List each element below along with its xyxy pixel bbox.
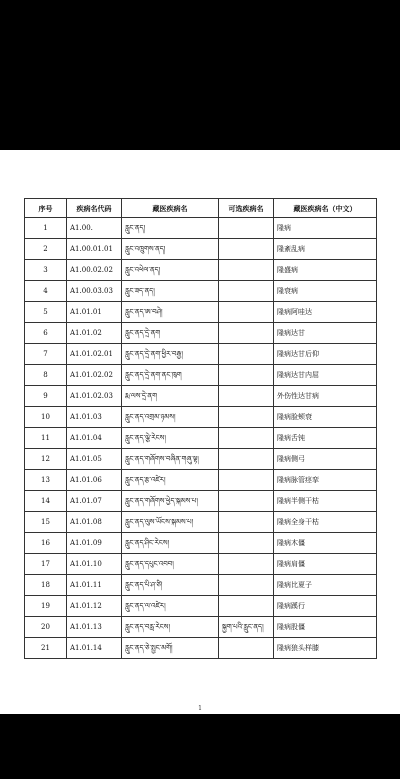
disease-code-table — [24, 198, 377, 659]
cell-chinese-name: 隆病全身干枯 — [274, 512, 377, 533]
cell-seq: 6 — [25, 323, 67, 344]
cell-seq: 2 — [25, 239, 67, 260]
cell-code: A1.01.04 — [67, 428, 122, 449]
cell-chinese-name: 隆衰病 — [274, 281, 377, 302]
cell-optional-name: སྐྱག་པའི་རླུང་ནད། — [219, 617, 274, 638]
cell-optional-name — [219, 596, 274, 617]
header-code: 疾病名代码 — [67, 199, 122, 218]
cell-tibetan-name: རླུང་ནད་རྩ་འཛེར། — [122, 470, 219, 491]
cell-seq: 4 — [25, 281, 67, 302]
cell-seq: 10 — [25, 407, 67, 428]
cell-chinese-name: 隆病舌钝 — [274, 428, 377, 449]
cell-chinese-name: 外伤性达甘病 — [274, 386, 377, 407]
cell-optional-name — [219, 470, 274, 491]
table-row — [25, 617, 377, 638]
cell-chinese-name: 隆紊乱病 — [274, 239, 377, 260]
table-row — [25, 218, 377, 239]
cell-seq: 12 — [25, 449, 67, 470]
cell-code: A1.00.01.01 — [67, 239, 122, 260]
table-row — [25, 512, 377, 533]
cell-optional-name — [219, 281, 274, 302]
table-row — [25, 533, 377, 554]
table-row — [25, 638, 377, 659]
table-row — [25, 428, 377, 449]
cell-seq: 18 — [25, 575, 67, 596]
cell-chinese-name: 隆病半侧干枯 — [274, 491, 377, 512]
cell-code: A1.01.14 — [67, 638, 122, 659]
table-row — [25, 407, 377, 428]
cell-tibetan-name: རླུང་ནད་ཨ་བཤེ། — [122, 302, 219, 323]
cell-code: A1.01.02.01 — [67, 344, 122, 365]
table-row — [25, 260, 377, 281]
cell-chinese-name: 隆病脉管痉挛 — [274, 470, 377, 491]
cell-code: A1.01.11 — [67, 575, 122, 596]
table-row — [25, 239, 377, 260]
cell-optional-name — [219, 365, 274, 386]
cell-seq: 16 — [25, 533, 67, 554]
cell-optional-name — [219, 491, 274, 512]
cell-chinese-name: 隆病达甘后仰 — [274, 344, 377, 365]
cell-chinese-name: 隆盛病 — [274, 260, 377, 281]
cell-code: A1.01.02.02 — [67, 365, 122, 386]
cell-tibetan-name: རླུང་ནད་ཤིང་རེངས། — [122, 533, 219, 554]
cell-tibetan-name: རླུང་འཕེལ་ནད། — [122, 260, 219, 281]
cell-tibetan-name: རླུང་ནད་བརླ་རེངས། — [122, 617, 219, 638]
cell-tibetan-name: རླུང་ནད་དྲེ་ནག་ནང་ཁུག — [122, 365, 219, 386]
cell-optional-name — [219, 386, 274, 407]
cell-optional-name — [219, 302, 274, 323]
cell-code: A1.00.02.02 — [67, 260, 122, 281]
document-page — [0, 150, 400, 714]
table-row — [25, 575, 377, 596]
cell-seq: 19 — [25, 596, 67, 617]
cell-optional-name — [219, 512, 274, 533]
cell-tibetan-name: རླུང་ནད་དྲེ་ནག — [122, 323, 219, 344]
cell-code: A1.01.12 — [67, 596, 122, 617]
cell-code: A1.00. — [67, 218, 122, 239]
cell-optional-name — [219, 407, 274, 428]
cell-tibetan-name: རྨ་ལས་དྲེ་ནག — [122, 386, 219, 407]
cell-optional-name — [219, 218, 274, 239]
cell-code: A1.01.08 — [67, 512, 122, 533]
cell-tibetan-name: རླུང་ནད་ལུས་ཡོངས་སྐམས་པ། — [122, 512, 219, 533]
cell-code: A1.01.05 — [67, 449, 122, 470]
table-row — [25, 470, 377, 491]
cell-seq: 15 — [25, 512, 67, 533]
cell-optional-name — [219, 428, 274, 449]
cell-tibetan-name: རླུང་ནད་གཞོགས་ཕྱེད་སྐམས་པ། — [122, 491, 219, 512]
cell-seq: 11 — [25, 428, 67, 449]
cell-tibetan-name: རླུང་ནད་ལྕེ་རེངས། — [122, 428, 219, 449]
cell-tibetan-name: རླུང་ནད་འགྲམ་ཉམས། — [122, 407, 219, 428]
cell-code: A1.01.03 — [67, 407, 122, 428]
cell-code: A1.00.03.03 — [67, 281, 122, 302]
table-row — [25, 491, 377, 512]
cell-tibetan-name: རླུང་ནད་ཅེ་སྤྱང་མགོ། — [122, 638, 219, 659]
table-row — [25, 344, 377, 365]
cell-optional-name — [219, 239, 274, 260]
cell-seq: 13 — [25, 470, 67, 491]
header-seq: 序号 — [25, 199, 67, 218]
cell-chinese-name: 隆病肩僵 — [274, 554, 377, 575]
cell-optional-name — [219, 533, 274, 554]
cell-seq: 9 — [25, 386, 67, 407]
cell-code: A1.01.13 — [67, 617, 122, 638]
cell-optional-name — [219, 554, 274, 575]
cell-seq: 20 — [25, 617, 67, 638]
cell-tibetan-name: རླུང་ནད་དྲེ་ནག་ཕྱིར་བརྒྱ། — [122, 344, 219, 365]
cell-code: A1.01.07 — [67, 491, 122, 512]
cell-tibetan-name: རླུང་ནད། — [122, 218, 219, 239]
table-row — [25, 596, 377, 617]
table-row — [25, 302, 377, 323]
cell-optional-name — [219, 260, 274, 281]
cell-seq: 1 — [25, 218, 67, 239]
header-tibetan-name: 藏医疾病名 — [122, 199, 219, 218]
table-row — [25, 365, 377, 386]
table-row — [25, 449, 377, 470]
cell-tibetan-name: རླུང་ནད་ལ་འཛེར། — [122, 596, 219, 617]
header-optional-name: 可选疾病名 — [219, 199, 274, 218]
cell-optional-name — [219, 638, 274, 659]
cell-seq: 5 — [25, 302, 67, 323]
cell-chinese-name: 隆病脸颊衰 — [274, 407, 377, 428]
cell-chinese-name: 隆病木僵 — [274, 533, 377, 554]
table-row — [25, 554, 377, 575]
cell-code: A1.01.02 — [67, 323, 122, 344]
cell-tibetan-name: རླུང་ནད་གཞོགས་བཞིན་གཞུ་ལྟ། — [122, 449, 219, 470]
cell-optional-name — [219, 323, 274, 344]
cell-chinese-name: 隆病蹊行 — [274, 596, 377, 617]
table-header-row — [25, 199, 377, 218]
cell-seq: 21 — [25, 638, 67, 659]
cell-chinese-name: 隆病 — [274, 218, 377, 239]
cell-chinese-name: 隆病比夏子 — [274, 575, 377, 596]
cell-chinese-name: 隆病狼头样膝 — [274, 638, 377, 659]
cell-seq: 8 — [25, 365, 67, 386]
cell-chinese-name: 隆病达甘内屈 — [274, 365, 377, 386]
cell-tibetan-name: རླུང་ནད་དཔུང་འབབ། — [122, 554, 219, 575]
cell-chinese-name: 隆病阿哇达 — [274, 302, 377, 323]
cell-optional-name — [219, 449, 274, 470]
cell-seq: 3 — [25, 260, 67, 281]
cell-chinese-name: 隆病达甘 — [274, 323, 377, 344]
header-chinese-name: 藏医疾病名（中文） — [274, 199, 377, 218]
cell-seq: 17 — [25, 554, 67, 575]
cell-optional-name — [219, 575, 274, 596]
page-number: 1 — [198, 705, 202, 712]
table-row — [25, 386, 377, 407]
table-body — [25, 218, 377, 659]
cell-code: A1.01.01 — [67, 302, 122, 323]
cell-chinese-name: 隆病股僵 — [274, 617, 377, 638]
cell-seq: 14 — [25, 491, 67, 512]
cell-tibetan-name: རླུང་འཁྲུགས་ནད། — [122, 239, 219, 260]
cell-optional-name — [219, 344, 274, 365]
cell-chinese-name: 隆病侧弓 — [274, 449, 377, 470]
cell-code: A1.01.09 — [67, 533, 122, 554]
cell-code: A1.01.10 — [67, 554, 122, 575]
table-row — [25, 281, 377, 302]
table-row — [25, 323, 377, 344]
cell-code: A1.01.02.03 — [67, 386, 122, 407]
cell-tibetan-name: རླུང་ཟད་ནད། — [122, 281, 219, 302]
cell-tibetan-name: རླུང་ནད་པི་ཤ་ཙི། — [122, 575, 219, 596]
cell-seq: 7 — [25, 344, 67, 365]
cell-code: A1.01.06 — [67, 470, 122, 491]
